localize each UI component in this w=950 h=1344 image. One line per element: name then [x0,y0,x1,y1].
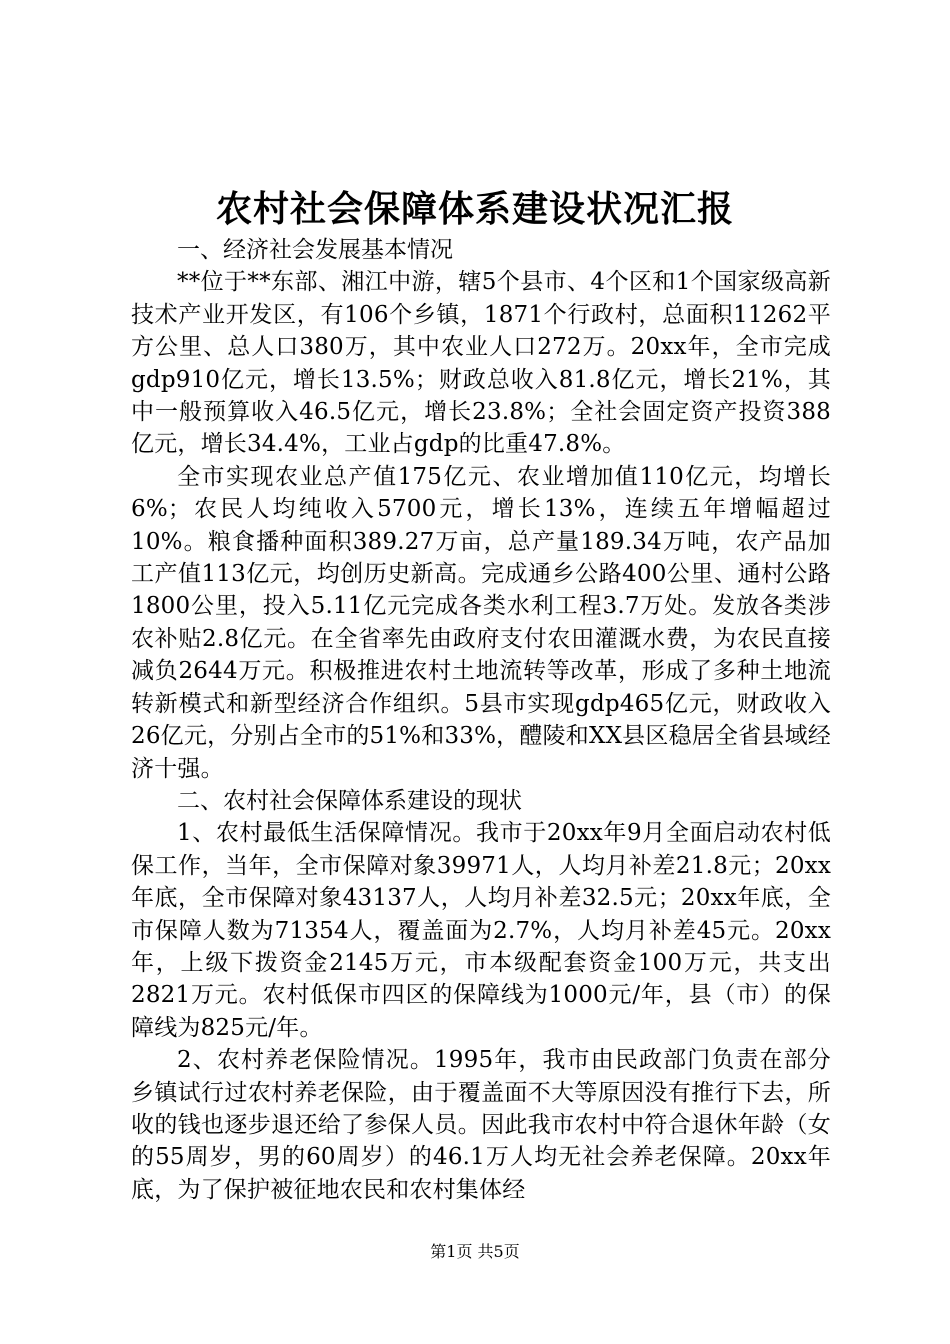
section-heading-2: 二、农村社会保障体系建设的现状 [177,787,522,814]
paragraph-2: 全市实现农业总产值175亿元、农业增加值110亿元，均增长6%；农民人均纯收入5700元，增长13%，连续五年增幅超过10%。粮食播种面积389.27万亩，总产量189.34万吨，农产品加工产值113亿元，均创历史新高。完成通乡公路400公里、通村公路1800公里，投入5.11亿元完成各类水利工程3.7万处。发放各类涉农补贴2.8亿元。在全省率先由政府支付农田灌溉水费，为农民直接减负2644万元。积极推进农村土地流转等改革，形成了多种土地流转新模式和新型经济合作组织。5县市实现gdp465亿元，财政收入26亿元，分别占全市的51%和33%，醴陵和XX县区稳居全省县域经济十强。 [131,463,831,782]
section-heading-1: 一、经济社会发展基本情况 [177,237,453,263]
document-title: 农村社会保障体系建设状况汇报 [215,189,734,230]
paragraph-4: 2、农村养老保险情况。1995年，我市由民政部门负责在部分乡镇试行过农村养老保险，由于覆盖面不大等原因没有推行下去，所收的钱也逐步退还给了参保人员。因此我市农村中符合退休年龄（女的55周岁，男的60周岁）的46.1万人均无社会养老保障。20xx年底，为了保护被征地农民和农村集体经 [131,1047,831,1203]
page-footer: 第1页 共5页 [430,1242,520,1261]
paragraph-1: **位于**东部、湘江中游，辖5个县市、4个区和1个国家级高新技术产业开发区，有106个乡镇，1871个行政村，总面积11262平方公里、总人口380万，其中农业人口272万。20xx年，全市完成gdp910亿元，增长13.5%；财政总收入81.8亿元，增长21%，其中一般预算收入46.5亿元，增长23.8%；全社会固定资产投资388亿元，增长34.4%，工业占gdp的比重47.8%。 [131,269,831,458]
document-body [131,234,831,1206]
paragraph-3: 1、农村最低生活保障情况。我市于20xx年9月全面启动农村低保工作，当年，全市保障对象39971人，人均月补差21.8元；20xx年底，全市保障对象43137人，人均月补差32.5元；20xx年底，全市保障人数为71354人，覆盖面为2.7%，人均月补差45元。20xx年，上级下拨资金2145万元，市本级配套资金100万元，共支出2821万元。农村低保市四区的保障线为1000元/年，县（市）的保障线为825元/年。 [131,820,831,1041]
